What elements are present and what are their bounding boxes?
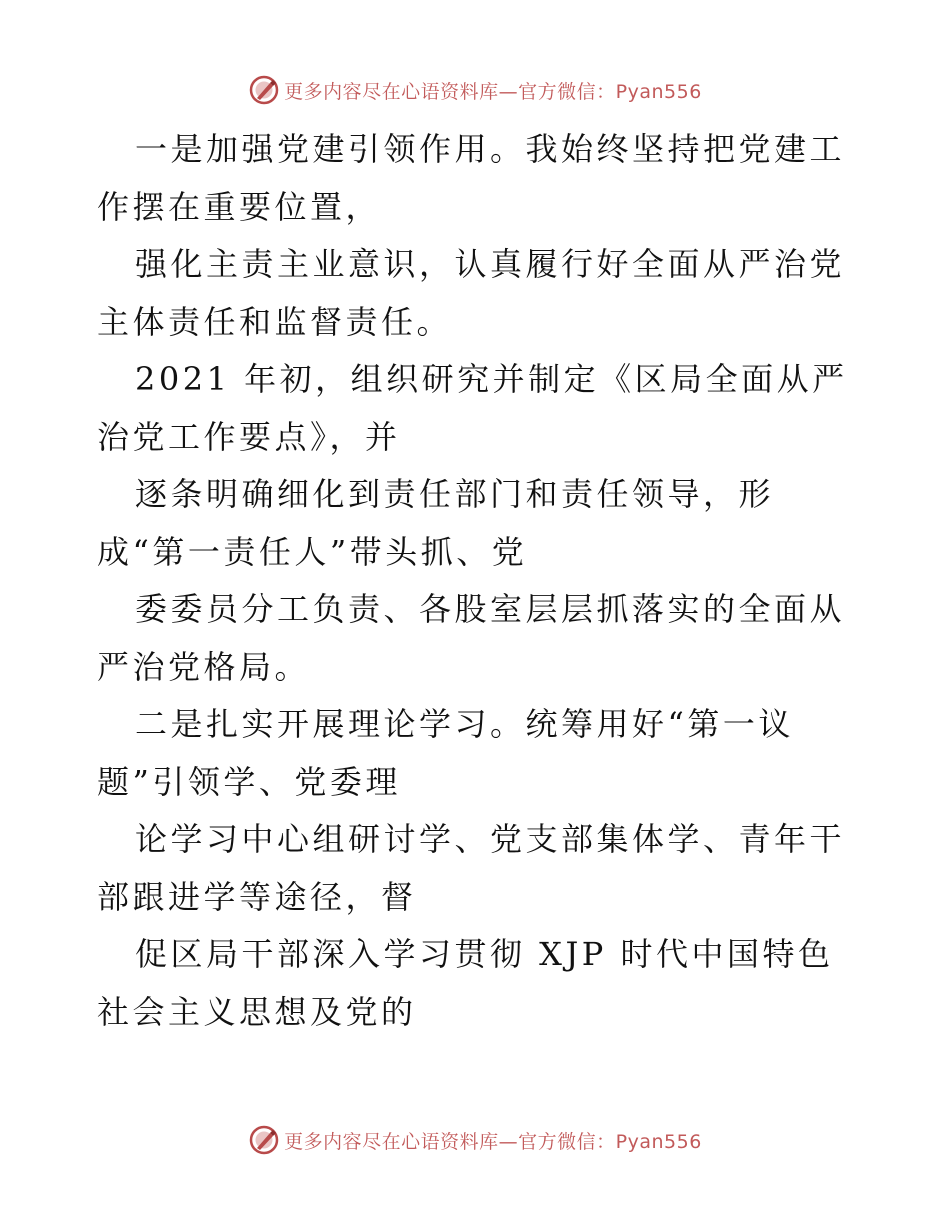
document-body bbox=[97, 121, 857, 1041]
paragraph-4: 逐条明确细化到责任部门和责任领导，形成“第一责任人”带头抓、党 bbox=[97, 475, 775, 571]
paragraph-8: 促区局干部深入学习贯彻 XJP 时代中国特色社会主义思想及党的 bbox=[97, 935, 834, 1031]
footer-watermark bbox=[0, 1122, 950, 1158]
watermark-text: 更多内容尽在心语资料库—官方微信：Pyan556 bbox=[284, 1130, 702, 1153]
pen-seal-icon bbox=[248, 1124, 280, 1156]
watermark-text: 更多内容尽在心语资料库—官方微信：Pyan556 bbox=[284, 80, 702, 103]
paragraph-3: 2021 年初，组织研究并制定《区局全面从严治党工作要点》，并 bbox=[97, 360, 848, 456]
paragraph-6: 二是扎实开展理论学习。统筹用好“第一议题”引领学、党委理 bbox=[97, 705, 794, 801]
paragraph-5: 委委员分工负责、各股室层层抓落实的全面从严治党格局。 bbox=[97, 590, 846, 686]
pen-seal-icon bbox=[248, 74, 280, 106]
paragraph-2: 强化主责主业意识，认真履行好全面从严治党主体责任和监督责任。 bbox=[97, 245, 846, 341]
paragraph-1: 一是加强党建引领作用。我始终坚持把党建工作摆在重要位置， bbox=[97, 130, 846, 226]
paragraph-7: 论学习中心组研讨学、党支部集体学、青年干部跟进学等途径，督 bbox=[97, 820, 846, 916]
header-watermark bbox=[0, 72, 950, 108]
